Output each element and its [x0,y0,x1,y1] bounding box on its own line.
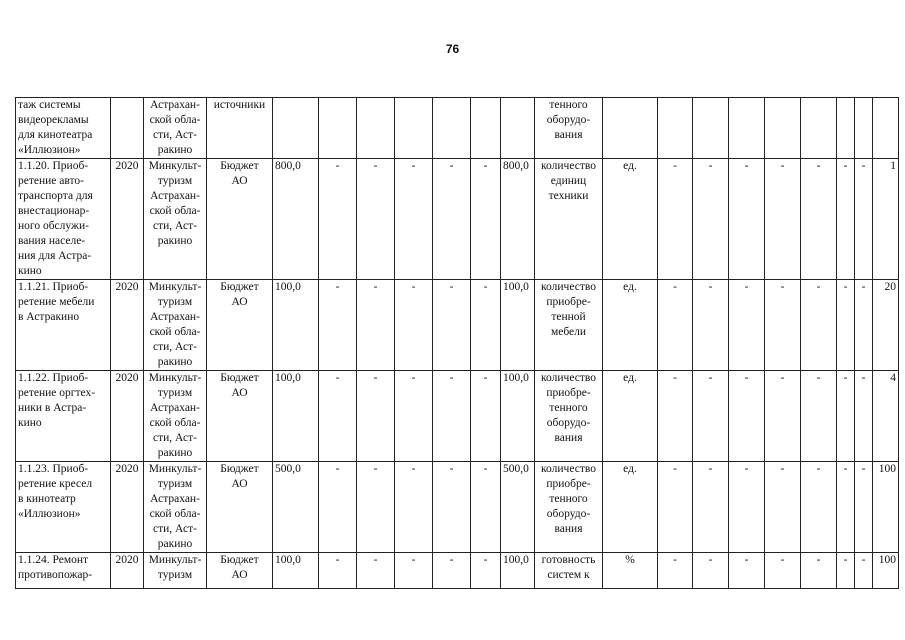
year3-amount-cell: - [395,553,433,589]
target6-cell: - [837,462,855,553]
target3-cell: - [729,159,765,280]
target5-cell: - [801,159,837,280]
target7-cell: - [855,371,873,462]
indicator-cell: количество приобре- тенного оборудо- вания [535,462,603,553]
year1-amount-cell: - [319,280,357,371]
target7-cell: - [855,553,873,589]
activity-name-cell: 1.1.24. Ремонт противопожар- [16,553,111,589]
year1-amount-cell: - [319,462,357,553]
year4-amount-cell [433,98,471,159]
target1-cell: - [658,280,693,371]
year2-amount-cell: - [357,462,395,553]
target2-cell: - [693,159,729,280]
year2-amount-cell: - [357,280,395,371]
target-final-cell: 4 [873,371,899,462]
target2-cell: - [693,553,729,589]
target1-cell: - [658,371,693,462]
year-cell [111,98,144,159]
funding-source-cell: Бюджет АО [207,159,273,280]
target6-cell [837,98,855,159]
year2-amount-cell: - [357,371,395,462]
table-row [16,462,899,553]
total-amount-cell: 500,0 [273,462,319,553]
activity-name-cell: 1.1.23. Приоб- ретение кресел в кинотеатр «Иллюзион» [16,462,111,553]
year-cell: 2020 [111,462,144,553]
target5-cell [801,98,837,159]
funding-source-cell: источники [207,98,273,159]
unit-cell: ед. [603,371,658,462]
year2-amount-cell [357,98,395,159]
year3-amount-cell: - [395,462,433,553]
indicator-cell: количество приобре- тенной мебели [535,280,603,371]
indicator-cell: количество приобре- тенного оборудо- вания [535,371,603,462]
indicator-cell: тенного оборудо- вания [535,98,603,159]
target7-cell: - [855,159,873,280]
year3-amount-cell: - [395,159,433,280]
activity-name-cell: 1.1.22. Приоб- ретение оргтех- ники в Астра- кино [16,371,111,462]
year3-amount-cell: - [395,371,433,462]
year-cell: 2020 [111,553,144,589]
year3-amount-cell: - [395,280,433,371]
unit-cell: ед. [603,280,658,371]
target-final-cell: 100 [873,462,899,553]
year4-amount-cell: - [433,553,471,589]
funding-source-cell: Бюджет АО [207,371,273,462]
target-final-cell: 100 [873,553,899,589]
year1-amount-cell [319,98,357,159]
target2-cell: - [693,280,729,371]
year4-amount-cell: - [433,280,471,371]
executor-cell: Минкульт- туризм Астрахан- ской обла- сти, Аст- ракино [144,371,207,462]
funding-source-cell: Бюджет АО [207,462,273,553]
target4-cell [765,98,801,159]
year2-amount-cell: - [357,159,395,280]
indicator-cell: количество единиц техники [535,159,603,280]
page-number: 76 [445,42,460,56]
executor-cell: Минкульт- туризм [144,553,207,589]
year1-amount-cell: - [319,159,357,280]
target3-cell: - [729,371,765,462]
target4-cell: - [765,159,801,280]
indicator-cell: готовность систем к [535,553,603,589]
target2-cell: - [693,371,729,462]
target-final-cell: 20 [873,280,899,371]
year5-amount-cell: - [471,159,501,280]
year6-amount-cell: 100,0 [501,280,535,371]
unit-cell: ед. [603,159,658,280]
activity-name-cell: 1.1.20. Приоб- ретение авто- транспорта для внестационар- ного обслужи- вания населе- ния для Астра- кино [16,159,111,280]
year5-amount-cell: - [471,280,501,371]
total-amount-cell: 100,0 [273,371,319,462]
program-activities-table [15,97,899,589]
target7-cell [855,98,873,159]
year1-amount-cell: - [319,371,357,462]
target6-cell: - [837,553,855,589]
table-row [16,553,899,589]
table-row [16,280,899,371]
target5-cell: - [801,280,837,371]
target5-cell: - [801,462,837,553]
target-final-cell: 1 [873,159,899,280]
year4-amount-cell: - [433,462,471,553]
target7-cell: - [855,462,873,553]
executor-cell: Минкульт- туризм Астрахан- ской обла- сти, Аст- ракино [144,280,207,371]
target1-cell: - [658,462,693,553]
year-cell: 2020 [111,280,144,371]
target1-cell: - [658,159,693,280]
target5-cell: - [801,371,837,462]
target2-cell: - [693,462,729,553]
year6-amount-cell: 800,0 [501,159,535,280]
table-body [16,98,899,589]
executor-cell: Астрахан- ской обла- сти, Аст- ракино [144,98,207,159]
unit-cell [603,98,658,159]
year3-amount-cell [395,98,433,159]
target7-cell: - [855,280,873,371]
year5-amount-cell [471,98,501,159]
year4-amount-cell: - [433,371,471,462]
unit-cell: ед. [603,462,658,553]
target4-cell: - [765,553,801,589]
target3-cell [729,98,765,159]
target4-cell: - [765,462,801,553]
year5-amount-cell: - [471,462,501,553]
target3-cell: - [729,553,765,589]
funding-source-cell: Бюджет АО [207,280,273,371]
target1-cell: - [658,553,693,589]
target3-cell: - [729,462,765,553]
target3-cell: - [729,280,765,371]
year6-amount-cell [501,98,535,159]
year4-amount-cell: - [433,159,471,280]
target5-cell: - [801,553,837,589]
year-cell: 2020 [111,159,144,280]
total-amount-cell: 100,0 [273,553,319,589]
year-cell: 2020 [111,371,144,462]
target-final-cell [873,98,899,159]
year6-amount-cell: 100,0 [501,553,535,589]
target4-cell: - [765,280,801,371]
year1-amount-cell: - [319,553,357,589]
unit-cell: % [603,553,658,589]
year6-amount-cell: 500,0 [501,462,535,553]
target1-cell [658,98,693,159]
target2-cell [693,98,729,159]
year6-amount-cell: 100,0 [501,371,535,462]
target6-cell: - [837,371,855,462]
year5-amount-cell: - [471,553,501,589]
target6-cell: - [837,280,855,371]
activity-name-cell: таж системы видеорекламы для кинотеатра «Иллюзион» [16,98,111,159]
table-row [16,98,899,159]
year5-amount-cell: - [471,371,501,462]
executor-cell: Минкульт- туризм Астрахан- ской обла- сти, Аст- ракино [144,159,207,280]
table-row [16,159,899,280]
total-amount-cell: 100,0 [273,280,319,371]
target4-cell: - [765,371,801,462]
table-row [16,371,899,462]
year2-amount-cell: - [357,553,395,589]
target6-cell: - [837,159,855,280]
activity-name-cell: 1.1.21. Приоб- ретение мебели в Астракино [16,280,111,371]
total-amount-cell [273,98,319,159]
total-amount-cell: 800,0 [273,159,319,280]
funding-source-cell: Бюджет АО [207,553,273,589]
executor-cell: Минкульт- туризм Астрахан- ской обла- сти, Аст- ракино [144,462,207,553]
